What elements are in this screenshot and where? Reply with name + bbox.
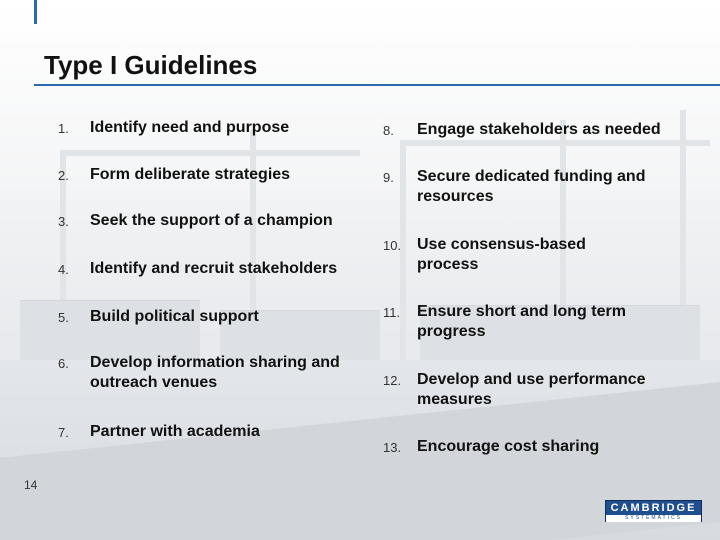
list-item-2 [58, 165, 378, 185]
list-number: 9. [383, 170, 394, 185]
list-number: 4. [58, 262, 69, 277]
list-item-4 [58, 259, 378, 279]
accent-vertical-line [34, 0, 37, 24]
list-text: Engage stakeholders as needed [417, 121, 661, 138]
list-item-7 [58, 422, 378, 442]
page-number: 14 [24, 478, 38, 492]
logo-name: CAMBRIDGE [610, 502, 697, 514]
list-text: Identify and recruit stakeholders [90, 260, 338, 277]
accent-horizontal-line [34, 84, 720, 86]
logo-sub: SYSTEMATICS [606, 515, 701, 522]
list-item-5 [58, 307, 378, 327]
list-item-12 [383, 370, 703, 410]
list-number: 8. [383, 123, 394, 138]
list-text: Use consensus-based process [417, 236, 586, 273]
list-number: 2. [58, 168, 69, 183]
list-number: 11. [383, 305, 401, 320]
list-item-10 [383, 235, 703, 275]
list-text: Develop and use performance measures [417, 371, 646, 408]
list-text: Build political support [90, 308, 259, 325]
list-text: Develop information sharing and outreach venues [90, 354, 340, 391]
list-item-8 [383, 120, 703, 140]
list-number: 12. [383, 373, 402, 388]
list-number: 13. [383, 440, 402, 455]
list-number: 10. [383, 238, 402, 253]
list-number: 7. [58, 425, 69, 440]
list-text: Form deliberate strategies [90, 166, 291, 183]
page-title: Type I Guidelines [44, 50, 258, 80]
list-number: 5. [58, 310, 69, 325]
list-item-1 [58, 118, 378, 138]
list-number: 3. [58, 214, 69, 229]
list-text: Identify need and purpose [90, 119, 290, 136]
list-number: 1. [58, 121, 69, 136]
list-number: 6. [58, 356, 69, 371]
cambridge-logo [605, 500, 702, 522]
list-item-9 [383, 167, 703, 207]
list-item-3 [58, 211, 378, 231]
list-text: Ensure short and long term progress [417, 303, 626, 340]
list-text: Partner with academia [90, 423, 260, 440]
list-item-13 [383, 437, 703, 457]
list-text: Secure dedicated funding and resources [417, 168, 646, 205]
list-item-11 [383, 302, 703, 342]
list-item-6 [58, 353, 378, 393]
list-text: Encourage cost sharing [417, 438, 600, 455]
list-text: Seek the support of a champion [90, 212, 333, 229]
